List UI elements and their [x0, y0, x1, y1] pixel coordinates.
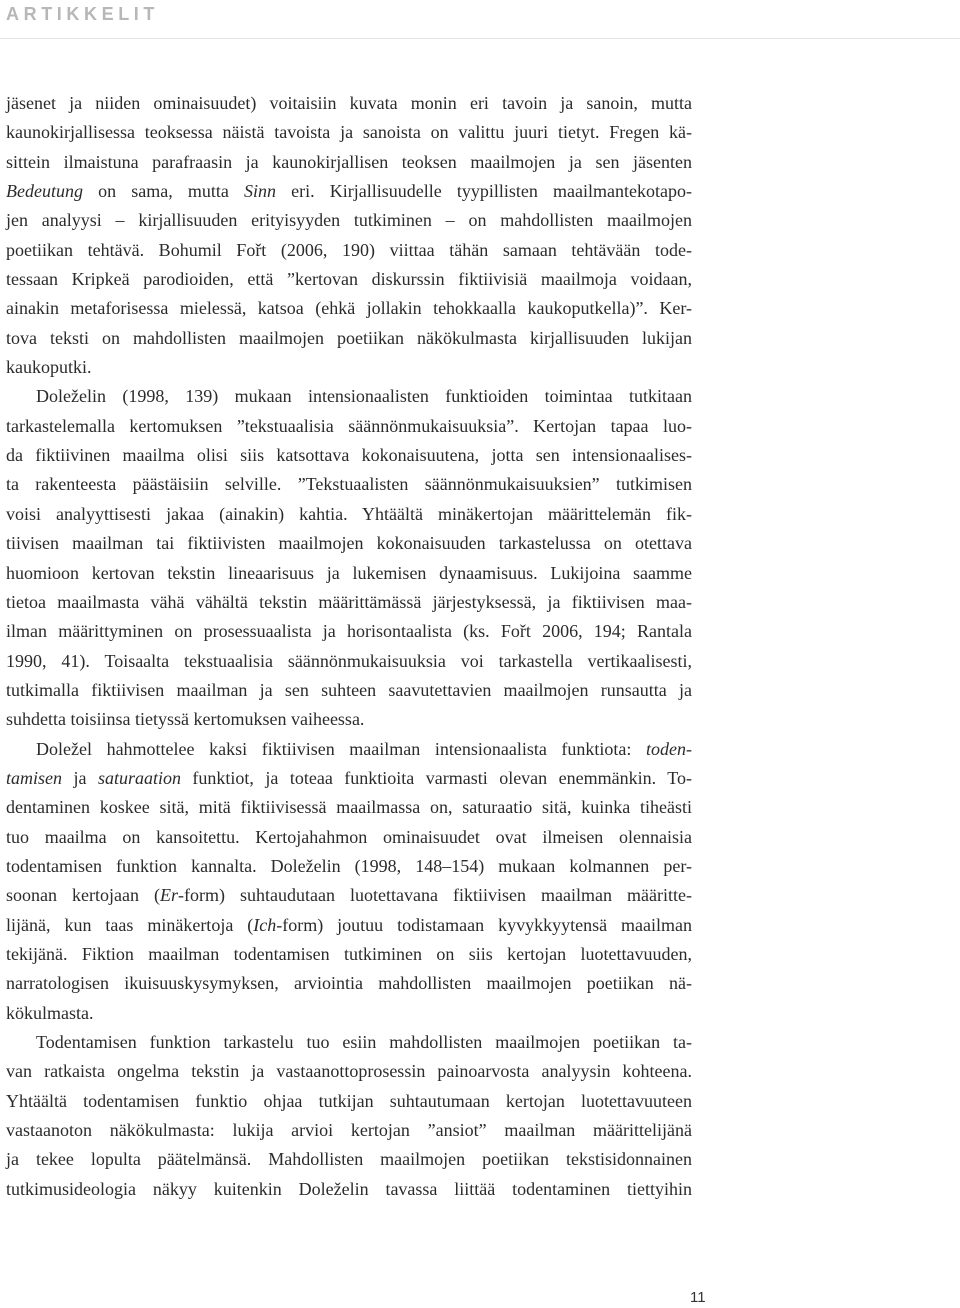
text-segment: kaukoputki.: [6, 357, 92, 378]
text-line: [6, 206, 692, 235]
text-line: [6, 441, 692, 470]
text-segment: -form) suhtaudutaan luotettavana fiktiivisen maailman määritte-: [178, 885, 692, 906]
text-segment: ilman määrittyminen on prosessuaalista ja horisontaalista (ks. Fořt 2006, 194; Rantala: [6, 621, 692, 642]
text-line: [6, 470, 692, 499]
text-line: [6, 676, 692, 705]
text-line: [6, 1175, 692, 1204]
header-divider: [0, 38, 960, 39]
text-segment: dentaminen koskee sitä, mitä fiktiivisessä maailmassa on, saturaatio sitä, kuinka tiheästi: [6, 797, 692, 818]
text-line: [6, 1145, 692, 1174]
text-line: [6, 353, 692, 382]
text-line: [6, 705, 692, 734]
italic-text: Er: [160, 885, 179, 906]
italic-text: toden-: [646, 738, 692, 759]
text-line: [6, 999, 692, 1028]
text-segment: tietoa maailmasta vähä vähältä tekstin määrittämässä järjestyksessä, ja fiktiivisen maa-: [6, 591, 692, 612]
paragraph: [6, 89, 692, 382]
text-segment: ainakin metaforisessa mielessä, katsoa (ehkä jollakin tehokkaalla kaukoputkella)”. Ker-: [6, 298, 692, 319]
text-line: [6, 412, 692, 441]
text-segment: -form) joutuu todistamaan kyvykkyytensä maailman: [276, 914, 692, 935]
text-line: [6, 529, 692, 558]
paragraph: [6, 382, 692, 734]
article-body: [6, 89, 692, 1204]
text-segment: van ratkaista ongelma tekstin ja vastaanottoprosessin painoarvosta analyysin kohteena.: [6, 1061, 692, 1082]
text-segment: voisi analyyttisesti jakaa (ainakin) kahtia. Yhtäältä minäkertojan määrittelemän fik-: [6, 503, 692, 524]
text-segment: kökulmasta.: [6, 1002, 94, 1023]
text-line: [6, 382, 692, 411]
text-line: [6, 735, 692, 764]
text-segment: tuo maailma on kansoitettu. Kertojahahmon ominaisuudet ovat ilmeisen olennaisia: [6, 826, 692, 847]
text-segment: sittein ilmaistuna parafraasin ja kaunokirjallisen teoksen maailmojen ja sen jäsenten: [6, 151, 692, 172]
page-number: 11: [690, 1289, 706, 1306]
text-line: [6, 118, 692, 147]
text-line: [6, 764, 692, 793]
text-segment: jäsenet ja niiden ominaisuudet) voitaisiin kuvata monin eri tavoin ja sanoin, mutta: [6, 93, 692, 113]
text-segment: poetiikan tehtävä. Bohumil Fořt (2006, 190) viittaa tähän samaan tehtävään tode-: [6, 239, 692, 260]
text-line: [6, 324, 692, 353]
text-line: [6, 969, 692, 998]
text-line: [6, 588, 692, 617]
text-segment: tekijänä. Fiktion maailman todentamisen tutkiminen on siis kertojan luotettavuuden,: [6, 943, 692, 964]
section-label: ARTIKKELIT: [6, 4, 159, 24]
text-line: [6, 265, 692, 294]
text-segment: kaunokirjallisessa teoksessa näistä tavoista ja sanoista on valittu juuri tietyt. Fregen kä-: [6, 122, 692, 143]
italic-text: tamisen: [6, 767, 62, 788]
text-line: [6, 852, 692, 881]
text-line: [6, 500, 692, 529]
text-segment: huomioon kertovan tekstin lineaarisuus ja lukemisen dynaamisuus. Lukijoina saamme: [6, 562, 692, 583]
italic-text: Bedeutung: [6, 181, 83, 202]
text-line: [6, 177, 692, 206]
text-line: [6, 1087, 692, 1116]
text-segment: Doležel hahmottelee kaksi fiktiivisen maailman intensionaalista funktiota:: [36, 738, 647, 759]
text-segment: jen analyysi – kirjallisuuden erityisyyden tutkiminen – on mahdollisten maailmojen: [6, 210, 692, 231]
text-segment: ta rakenteesta päästäisiin selville. ”Tekstuaalisten säännönmukaisuuksien” tutkimisen: [6, 474, 692, 495]
text-segment: tutkimalla fiktiivisen maailman ja sen suhteen saavutettavien maailmojen runsautta ja: [6, 679, 692, 700]
text-segment: narratologisen ikuisuuskysymyksen, arviointia mahdollisten maailmojen poetiikan nä-: [6, 973, 692, 994]
text-segment: eri. Kirjallisuudelle tyypillisten maailmantekotapo-: [276, 181, 692, 202]
text-line: [6, 881, 692, 910]
text-segment: tarkastelemalla kertomuksen ”tekstuaalisia säännönmukaisuuksia”. Kertojan tapaa luo-: [6, 415, 692, 436]
text-segment: 1990, 41). Toisaalta tekstuaalisia säännönmukaisuuksia voi tarkastella vertikaalisesti,: [6, 650, 692, 671]
text-segment: ja tekee lopulta päätelmänsä. Mahdollisten maailmojen poetiikan tekstisidonnainen: [6, 1149, 692, 1170]
text-line: [6, 647, 692, 676]
text-line: [6, 89, 692, 118]
italic-text: Sinn: [244, 181, 277, 202]
text-line: [6, 1116, 692, 1145]
text-line: [6, 148, 692, 177]
text-line: [6, 793, 692, 822]
text-segment: tova teksti on mahdollisten maailmojen poetiikan näkökulmasta kirjallisuuden lukijan: [6, 327, 692, 348]
text-line: [6, 940, 692, 969]
text-segment: Doleželin (1998, 139) mukaan intensionaalisten funktioiden toimintaa tutkitaan: [36, 386, 692, 407]
text-segment: ja: [62, 767, 98, 788]
text-line: [6, 823, 692, 852]
text-line: [6, 559, 692, 588]
text-segment: da fiktiivinen maailma olisi siis katsottava kokonaisuutena, jotta sen intensionaalises-: [6, 445, 692, 466]
text-segment: tiivisen maailman tai fiktiivisten maailmojen kokonaisuuden tarkastelussa on otettava: [6, 533, 692, 554]
text-segment: funktiot, ja toteaa funktioita varmasti olevan enemmänkin. To-: [180, 767, 692, 788]
text-segment: Todentamisen funktion tarkastelu tuo esiin mahdollisten maailmojen poetiikan ta-: [36, 1032, 692, 1052]
text-segment: soonan kertojaan (: [6, 885, 161, 906]
text-segment: lijänä, kun taas minäkertoja (: [6, 914, 254, 935]
text-segment: todentamisen funktion kannalta. Doleželin (1998, 148–154) mukaan kolmannen per-: [6, 855, 692, 876]
text-line: [6, 1057, 692, 1086]
text-segment: vastaanoton näkökulmasta: lukija arvioi kertojan ”ansiot” maailman määrittelijänä: [6, 1120, 692, 1141]
text-segment: tutkimusideologia näkyy kuitenkin Doleželin tavassa liittää todentaminen tiettyihin: [6, 1178, 692, 1199]
paragraph: [6, 1028, 692, 1204]
text-line: [6, 617, 692, 646]
text-line: [6, 1028, 692, 1057]
text-line: [6, 911, 692, 940]
text-segment: suhdetta toisiinsa tietyssä kertomuksen vaiheessa.: [6, 709, 365, 730]
text-segment: tessaan Kripkeä parodioiden, että ”kertovan diskurssin fiktiivisiä maailmoja voidaan,: [6, 269, 692, 290]
paragraph: [6, 735, 692, 1028]
text-segment: Yhtäältä todentamisen funktio ohjaa tutkijan suhtautumaan kertojan luotettavuuteen: [6, 1090, 692, 1111]
text-line: [6, 294, 692, 323]
italic-text: saturaation: [97, 767, 181, 788]
text-segment: on sama, mutta: [82, 181, 245, 202]
italic-text: Ich: [253, 914, 277, 935]
text-line: [6, 236, 692, 265]
